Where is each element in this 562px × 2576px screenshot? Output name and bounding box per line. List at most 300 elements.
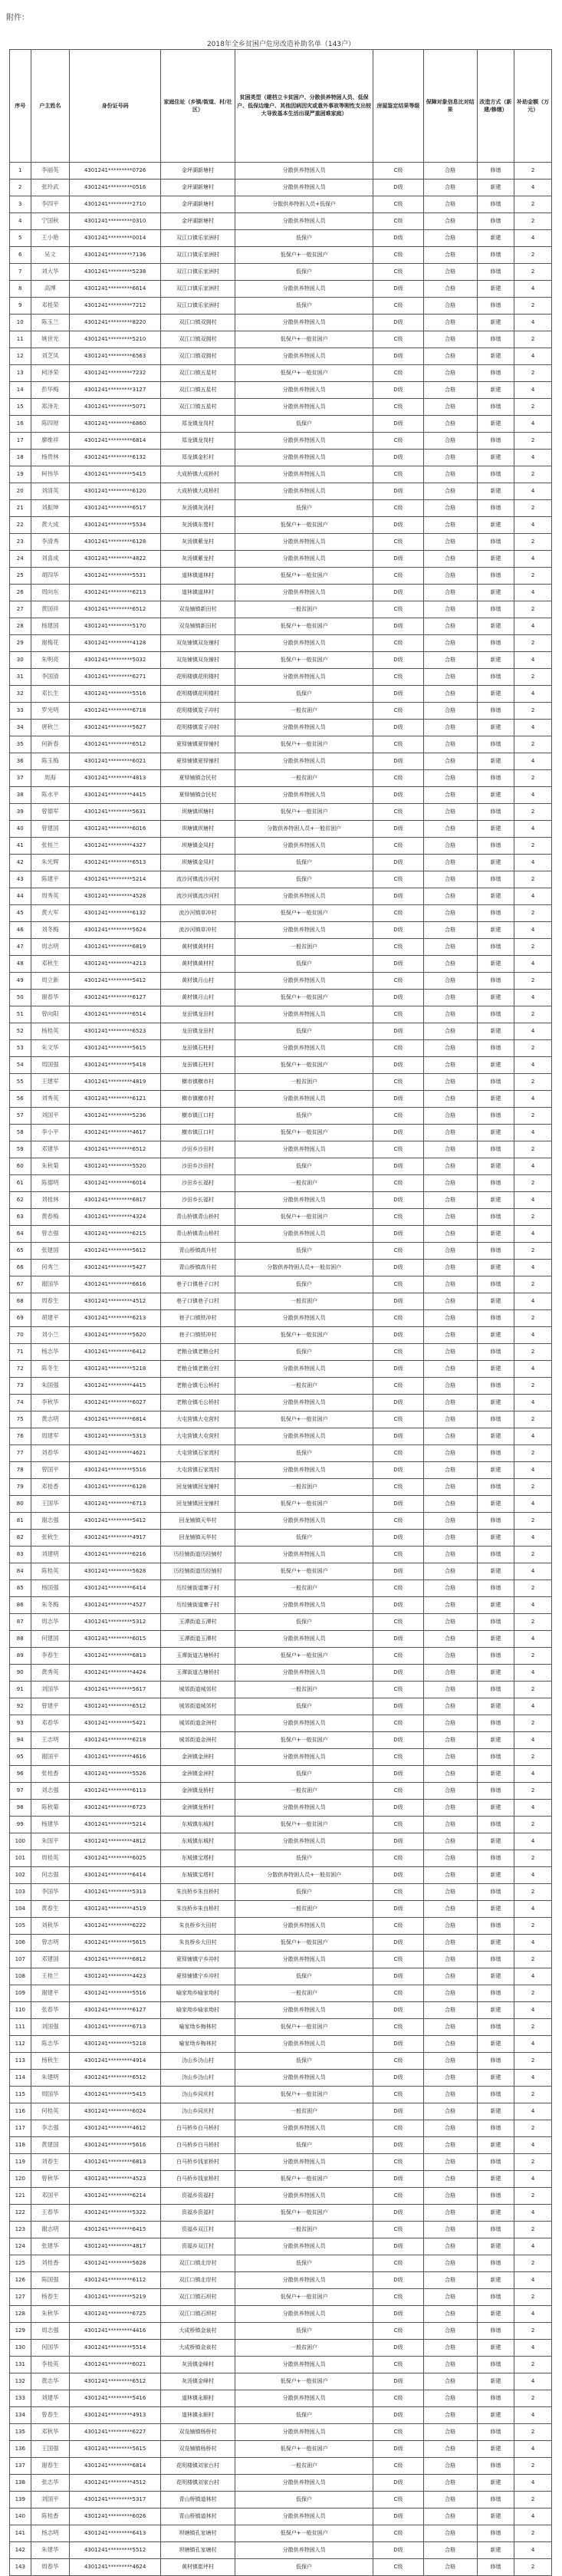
householder-name-cell: 刘志强: [31, 1783, 70, 1800]
table-row: [10, 1952, 552, 1968]
address-cell: 玉潭街道玉潭村: [160, 1614, 235, 1631]
renovation-method-cell: 修缮: [477, 669, 514, 686]
subsidy-amount-cell: 4: [514, 753, 552, 770]
poverty-type-cell: 低保户: [235, 500, 373, 517]
address-cell: 朱良桥乡朱良桥村: [160, 1884, 235, 1901]
address-cell: 龙田镇石柱村: [160, 1057, 235, 1074]
renovation-method-cell: 新建: [477, 1766, 514, 1783]
householder-name-cell: 杨国强: [31, 1580, 70, 1597]
table-row: [10, 1867, 552, 1884]
subsidy-amount-cell: 2: [514, 1884, 552, 1901]
subsidy-amount-cell: 2: [514, 298, 552, 315]
address-cell: 资福乡双江村: [160, 2222, 235, 2238]
row-number-cell: 13: [10, 365, 31, 382]
renovation-method-cell: 修缮: [477, 2188, 514, 2205]
renovation-method-cell: 新建: [477, 2238, 514, 2255]
row-number-cell: 136: [10, 2441, 31, 2458]
subsidy-amount-cell: 2: [514, 2458, 552, 2475]
subsidy-amount-cell: 2: [514, 247, 552, 264]
renovation-method-cell: 修缮: [477, 1580, 514, 1597]
id-number-cell: 4301241*********6026: [70, 2508, 161, 2525]
row-number-cell: 58: [10, 1125, 31, 1141]
house-rating-cell: C级: [373, 1918, 424, 1935]
poverty-type-cell: 低保户+一般贫困户: [235, 2019, 373, 2036]
address-cell: 白马桥乡白马桥村: [160, 2137, 235, 2154]
householder-name-cell: 王春华: [31, 2205, 70, 2222]
id-number-cell: 4301241*********6513: [70, 855, 161, 871]
householder-name-cell: 李国清: [31, 669, 70, 686]
table-row: [10, 1074, 552, 1091]
house-rating-cell: C级: [373, 2424, 424, 2441]
subsidy-amount-cell: 4: [514, 2137, 552, 2154]
subsidy-amount-cell: 2: [514, 2154, 552, 2171]
id-number-cell: 4301241*********6817: [70, 1192, 161, 1209]
table-row: [10, 1985, 552, 2002]
poverty-type-cell: 低保户+一般贫困户: [235, 568, 373, 585]
row-number-cell: 119: [10, 2154, 31, 2171]
verification-result-cell: 合格: [423, 466, 477, 483]
address-cell: 历经铺街道寨子村: [160, 1597, 235, 1614]
renovation-method-cell: 新建: [477, 1935, 514, 1952]
renovation-method-cell: 新建: [477, 1901, 514, 1918]
id-number-cell: 4301241*********0516: [70, 180, 161, 196]
house-rating-cell: C级: [373, 1378, 424, 1395]
poverty-type-cell: 分散供养特困人员: [235, 1918, 373, 1935]
householder-name-cell: 杨春生: [31, 2289, 70, 2306]
table-row: [10, 1513, 552, 1530]
renovation-method-cell: 新建: [477, 416, 514, 433]
id-number-cell: 4301241*********6725: [70, 2306, 161, 2323]
address-cell: 金坪湖新塘村: [160, 180, 235, 196]
poverty-type-cell: 一般贫困户: [235, 1985, 373, 2002]
renovation-method-cell: 新建: [477, 2441, 514, 2458]
renovation-method-cell: 修缮: [477, 1412, 514, 1428]
poverty-type-cell: 一般贫困户: [235, 2340, 373, 2357]
householder-name-cell: 陈建平: [31, 871, 70, 888]
householder-name-cell: 黄大军: [31, 905, 70, 922]
row-number-cell: 25: [10, 568, 31, 585]
row-number-cell: 32: [10, 686, 31, 703]
subsidy-amount-cell: 4: [514, 1496, 552, 1513]
subsidy-amount-cell: 4: [514, 2205, 552, 2222]
id-number-cell: 4301241*********5071: [70, 399, 161, 416]
verification-result-cell: 合格: [423, 753, 477, 770]
table-row: [10, 2475, 552, 2492]
verification-result-cell: 合格: [423, 315, 477, 331]
row-number-cell: 10: [10, 315, 31, 331]
subsidy-amount-cell: 2: [514, 1682, 552, 1698]
header-cell: 身份证号码: [70, 50, 161, 163]
subsidy-amount-cell: 2: [514, 838, 552, 855]
renovation-method-cell: 新建: [477, 855, 514, 871]
house-rating-cell: D级: [373, 855, 424, 871]
address-cell: 回龙铺镇回龙铺村: [160, 1496, 235, 1513]
renovation-method-cell: 新建: [477, 2171, 514, 2188]
renovation-method-cell: 修缮: [477, 1648, 514, 1665]
house-rating-cell: D级: [373, 618, 424, 635]
address-cell: 喻家坳乡喻家坳村: [160, 1985, 235, 2002]
poverty-type-cell: 低保户: [235, 2255, 373, 2272]
householder-name-cell: 曾向阳: [31, 1006, 70, 1023]
verification-result-cell: 合格: [423, 2306, 477, 2323]
table-row: [10, 1327, 552, 1344]
verification-result-cell: 合格: [423, 2103, 477, 2120]
house-rating-cell: C级: [373, 2188, 424, 2205]
poverty-type-cell: 分散供养特困人员: [235, 1310, 373, 1327]
id-number-cell: 4301241*********4523: [70, 2171, 161, 2188]
verification-result-cell: 合格: [423, 686, 477, 703]
address-cell: 双江口镇石坝村: [160, 2306, 235, 2323]
poverty-type-cell: 低保户+一般贫困户: [235, 2171, 373, 2188]
table-row: [10, 1698, 552, 1715]
poverty-type-cell: 一般贫困户: [235, 2222, 373, 2238]
address-cell: 灰汤镇紫龙村: [160, 551, 235, 568]
address-cell: 夏铎铺镇宁乡冲村: [160, 1968, 235, 1985]
id-number-cell: 4301241*********4917: [70, 1530, 161, 1547]
subsidy-amount-cell: 4: [514, 382, 552, 399]
row-number-cell: 71: [10, 1344, 31, 1361]
renovation-method-cell: 修缮: [477, 838, 514, 855]
householder-name-cell: 胡四华: [31, 568, 70, 585]
verification-result-cell: 合格: [423, 2323, 477, 2340]
house-rating-cell: D级: [373, 956, 424, 973]
renovation-method-cell: 新建: [477, 1158, 514, 1175]
table-row: [10, 1344, 552, 1361]
id-number-cell: 4301241*********5516: [70, 1462, 161, 1479]
subsidy-amount-cell: 4: [514, 230, 552, 247]
poverty-type-cell: 一般贫困户: [235, 2103, 373, 2120]
subsidy-amount-cell: 4: [514, 1361, 552, 1378]
id-number-cell: 4301241*********6514: [70, 1006, 161, 1023]
householder-name-cell: 陈玉梅: [31, 753, 70, 770]
householder-name-cell: 曾建平: [31, 1698, 70, 1715]
table-row: [10, 1901, 552, 1918]
table-row: [10, 1563, 552, 1580]
house-rating-cell: C级: [373, 1783, 424, 1800]
householder-name-cell: 张志华: [31, 2475, 70, 2492]
id-number-cell: 4301241*********5514: [70, 2340, 161, 2357]
house-rating-cell: C级: [373, 1580, 424, 1597]
householder-name-cell: 张桂兰: [31, 838, 70, 855]
house-rating-cell: C级: [373, 2120, 424, 2137]
householder-name-cell: 张建华: [31, 2238, 70, 2255]
poverty-type-cell: 低保户: [235, 1850, 373, 1867]
verification-result-cell: 合格: [423, 1074, 477, 1091]
verification-result-cell: 合格: [423, 1614, 477, 1631]
renovation-method-cell: 新建: [477, 956, 514, 973]
table-row: [10, 1445, 552, 1462]
subsidy-amount-cell: 2: [514, 1006, 552, 1023]
verification-result-cell: 合格: [423, 821, 477, 838]
renovation-method-cell: 修缮: [477, 298, 514, 315]
house-rating-cell: C级: [373, 804, 424, 821]
address-cell: 花明楼镇花明楼村: [160, 686, 235, 703]
row-number-cell: 89: [10, 1648, 31, 1665]
poverty-type-cell: 分散供养特困人员: [235, 450, 373, 466]
renovation-method-cell: 修缮: [477, 1884, 514, 1901]
id-number-cell: 4301241*********4612: [70, 2120, 161, 2137]
renovation-method-cell: 新建: [477, 1530, 514, 1547]
table-row: [10, 2340, 552, 2357]
address-cell: 黄材镇崔坪村: [160, 2559, 235, 2576]
verification-result-cell: 合格: [423, 1023, 477, 1040]
table-row: [10, 2255, 552, 2272]
address-cell: 双江口镇乐家洲村: [160, 247, 235, 264]
verification-result-cell: 合格: [423, 1547, 477, 1563]
row-number-cell: 22: [10, 517, 31, 534]
verification-result-cell: 合格: [423, 2407, 477, 2424]
subsidy-amount-cell: 4: [514, 1800, 552, 1817]
renovation-method-cell: 新建: [477, 652, 514, 669]
row-number-cell: 99: [10, 1817, 31, 1833]
row-number-cell: 104: [10, 1901, 31, 1918]
renovation-method-cell: 修缮: [477, 1445, 514, 1462]
address-cell: 流沙河镇流沙河村: [160, 888, 235, 905]
verification-result-cell: 合格: [423, 1631, 477, 1648]
verification-result-cell: 合格: [423, 551, 477, 568]
verification-result-cell: 合格: [423, 1243, 477, 1260]
header-cell: 序号: [10, 50, 31, 163]
poverty-type-cell: 分散供养特困人员: [235, 2272, 373, 2289]
householder-name-cell: 刘春生: [31, 2154, 70, 2171]
row-number-cell: 117: [10, 2120, 31, 2137]
verification-result-cell: 合格: [423, 1108, 477, 1125]
id-number-cell: 4301241*********6512: [70, 1141, 161, 1158]
poverty-type-cell: 分散供养特困人员: [235, 2390, 373, 2407]
subsidy-amount-cell: 4: [514, 1968, 552, 1985]
header-cell: 补助金额（万元）: [514, 50, 552, 163]
subsidy-amount-cell: 2: [514, 1344, 552, 1361]
renovation-method-cell: 修缮: [477, 213, 514, 230]
table-row: [10, 1006, 552, 1023]
verification-result-cell: 合格: [423, 736, 477, 753]
poverty-type-cell: 分散供养特困人员+一般贫困户: [235, 821, 373, 838]
verification-result-cell: 合格: [423, 1057, 477, 1074]
row-number-cell: 137: [10, 2458, 31, 2475]
row-number-cell: 96: [10, 1766, 31, 1783]
verification-result-cell: 合格: [423, 2087, 477, 2103]
renovation-method-cell: 新建: [477, 1800, 514, 1817]
house-rating-cell: C级: [373, 298, 424, 315]
house-rating-cell: C级: [373, 1141, 424, 1158]
table-row: [10, 1496, 552, 1513]
subsidy-amount-cell: 2: [514, 2525, 552, 2542]
table-row: [10, 2222, 552, 2238]
renovation-method-cell: 新建: [477, 1260, 514, 1276]
poverty-type-cell: 低保户+一般贫困户: [235, 247, 373, 264]
subsidy-amount-cell: 2: [514, 770, 552, 787]
row-number-cell: 59: [10, 1141, 31, 1158]
subsidy-amount-cell: 4: [514, 1766, 552, 1783]
verification-result-cell: 合格: [423, 1344, 477, 1361]
householder-name-cell: 曾志强: [31, 1226, 70, 1243]
poverty-type-cell: 低保户: [235, 416, 373, 433]
house-rating-cell: C级: [373, 2087, 424, 2103]
renovation-method-cell: 修缮: [477, 2053, 514, 2070]
renovation-method-cell: 新建: [477, 1293, 514, 1310]
address-cell: 大屯营镇石家湾村: [160, 1445, 235, 1462]
verification-result-cell: 合格: [423, 1766, 477, 1783]
renovation-method-cell: 新建: [477, 1428, 514, 1445]
verification-result-cell: 合格: [423, 1141, 477, 1158]
renovation-method-cell: 新建: [477, 450, 514, 466]
poverty-type-cell: 分散供养特困人员: [235, 2424, 373, 2441]
householder-name-cell: 刘振坤: [31, 500, 70, 517]
subsidy-amount-cell: 2: [514, 1479, 552, 1496]
poverty-type-cell: 分散供养特困人员: [235, 1226, 373, 1243]
header-cell: 保障对象信息比对结果: [423, 50, 477, 163]
id-number-cell: 4301241*********6112: [70, 2272, 161, 2289]
house-rating-cell: D级: [373, 720, 424, 736]
address-cell: 老粮仓镇老粮仓村: [160, 1344, 235, 1361]
table-row: [10, 466, 552, 483]
row-number-cell: 51: [10, 1006, 31, 1023]
renovation-method-cell: 修缮: [477, 1310, 514, 1327]
table-row: [10, 635, 552, 652]
renovation-method-cell: 修缮: [477, 247, 514, 264]
subsidy-amount-cell: 2: [514, 939, 552, 956]
id-number-cell: 4301241*********6121: [70, 1091, 161, 1108]
table-row: [10, 1749, 552, 1766]
verification-result-cell: 合格: [423, 2542, 477, 2559]
id-number-cell: 4301241*********3127: [70, 382, 161, 399]
id-number-cell: 4301241*********4512: [70, 1293, 161, 1310]
table-row: [10, 2407, 552, 2424]
row-number-cell: 38: [10, 787, 31, 804]
house-rating-cell: D级: [373, 1665, 424, 1682]
address-cell: 大屯营镇大屯营村: [160, 1412, 235, 1428]
poverty-type-cell: 低保户+一般贫困户: [235, 1209, 373, 1226]
row-number-cell: 57: [10, 1108, 31, 1125]
verification-result-cell: 合格: [423, 1091, 477, 1108]
table-row: [10, 2154, 552, 2171]
id-number-cell: 4301241*********4914: [70, 2053, 161, 2070]
householder-name-cell: 朱秋华: [31, 2306, 70, 2323]
householder-name-cell: 邓国平: [31, 2188, 70, 2205]
householder-name-cell: 黄志华: [31, 2373, 70, 2390]
house-rating-cell: D级: [373, 1260, 424, 1276]
renovation-method-cell: 修缮: [477, 635, 514, 652]
householder-name-cell: 陈四财: [31, 416, 70, 433]
table-row: [10, 585, 552, 601]
row-number-cell: 66: [10, 1260, 31, 1276]
verification-result-cell: 合格: [423, 939, 477, 956]
verification-result-cell: 合格: [423, 2137, 477, 2154]
table-row: [10, 230, 552, 247]
householder-name-cell: 曾德军: [31, 804, 70, 821]
row-number-cell: 70: [10, 1327, 31, 1344]
id-number-cell: 4301241*********6813: [70, 1648, 161, 1665]
poverty-type-cell: 一般贫困户: [235, 703, 373, 720]
renovation-method-cell: 新建: [477, 618, 514, 635]
subsidy-amount-cell: 2: [514, 1850, 552, 1867]
poverty-type-cell: 低保户+一般贫困户: [235, 1648, 373, 1665]
verification-result-cell: 合格: [423, 804, 477, 821]
house-rating-cell: D级: [373, 2475, 424, 2492]
table-row: [10, 2053, 552, 2070]
verification-result-cell: 合格: [423, 905, 477, 922]
row-number-cell: 5: [10, 230, 31, 247]
house-rating-cell: D级: [373, 1732, 424, 1749]
address-cell: 灰汤镇紫龙村: [160, 534, 235, 551]
id-number-cell: 4301241*********5531: [70, 568, 161, 585]
id-number-cell: 4301241*********6812: [70, 1952, 161, 1968]
id-number-cell: 4301241*********4528: [70, 888, 161, 905]
householder-name-cell: 刘芝凤: [31, 348, 70, 365]
house-rating-cell: D级: [373, 1057, 424, 1074]
renovation-method-cell: 新建: [477, 1226, 514, 1243]
row-number-cell: 78: [10, 1462, 31, 1479]
id-number-cell: 4301241*********5415: [70, 2087, 161, 2103]
poverty-type-cell: 分散供养特困人员: [235, 1952, 373, 1968]
house-rating-cell: C级: [373, 703, 424, 720]
renovation-method-cell: 修缮: [477, 736, 514, 753]
renovation-method-cell: 新建: [477, 1968, 514, 1985]
householder-name-cell: 何秀兰: [31, 1260, 70, 1276]
header-cell: 房屋鉴定结果等级: [373, 50, 424, 163]
renovation-method-cell: 新建: [477, 2070, 514, 2087]
table-header-row: [10, 50, 552, 163]
subsidy-amount-cell: 4: [514, 686, 552, 703]
address-cell: 历经铺街道历经铺村: [160, 1563, 235, 1580]
address-cell: 双江口镇乐家洲村: [160, 281, 235, 298]
house-rating-cell: C级: [373, 1040, 424, 1057]
verification-result-cell: 合格: [423, 180, 477, 196]
address-cell: 双江口镇双拥村: [160, 348, 235, 365]
householder-name-cell: 刘国平: [31, 1108, 70, 1125]
table-row: [10, 838, 552, 855]
row-number-cell: 26: [10, 585, 31, 601]
householder-name-cell: 李丽英: [31, 163, 70, 180]
poverty-type-cell: 分散供养特困人员+低保户: [235, 196, 373, 213]
householder-name-cell: 刘桂林: [31, 1192, 70, 1209]
row-number-cell: 39: [10, 804, 31, 821]
house-rating-cell: D级: [373, 180, 424, 196]
id-number-cell: 4301241*********5313: [70, 1884, 161, 1901]
id-number-cell: 4301241*********4324: [70, 1209, 161, 1226]
table-row: [10, 703, 552, 720]
poverty-type-cell: 一般贫困户: [235, 1378, 373, 1395]
row-number-cell: 31: [10, 669, 31, 686]
address-cell: 巷子口镇巷子口村: [160, 1293, 235, 1310]
id-number-cell: 4301241*********4616: [70, 1749, 161, 1766]
address-cell: 朱良桥乡朱良桥村: [160, 1901, 235, 1918]
address-cell: 双江口镇石坝村: [160, 2289, 235, 2306]
subsidy-amount-cell: 2: [514, 1547, 552, 1563]
householder-name-cell: 邓桂香: [31, 1479, 70, 1496]
house-rating-cell: C级: [373, 1445, 424, 1462]
householder-name-cell: 李志强: [31, 2120, 70, 2137]
table-row: [10, 2120, 552, 2137]
poverty-type-cell: 低保户: [235, 1884, 373, 1901]
householder-name-cell: 刘秋华: [31, 1918, 70, 1935]
house-rating-cell: D级: [373, 483, 424, 500]
id-number-cell: 4301241*********6614: [70, 281, 161, 298]
id-number-cell: 4301241*********6027: [70, 1395, 161, 1412]
poverty-type-cell: 低保户: [235, 1023, 373, 1040]
row-number-cell: 116: [10, 2103, 31, 2120]
poverty-type-cell: 分散供养特困人员: [235, 1665, 373, 1682]
verification-result-cell: 合格: [423, 601, 477, 618]
house-rating-cell: C级: [373, 669, 424, 686]
poverty-type-cell: 低保户: [235, 2492, 373, 2508]
table-row: [10, 1023, 552, 1040]
table-row: [10, 1226, 552, 1243]
verification-result-cell: 合格: [423, 1952, 477, 1968]
table-row: [10, 1310, 552, 1327]
row-number-cell: 69: [10, 1310, 31, 1327]
row-number-cell: 126: [10, 2272, 31, 2289]
